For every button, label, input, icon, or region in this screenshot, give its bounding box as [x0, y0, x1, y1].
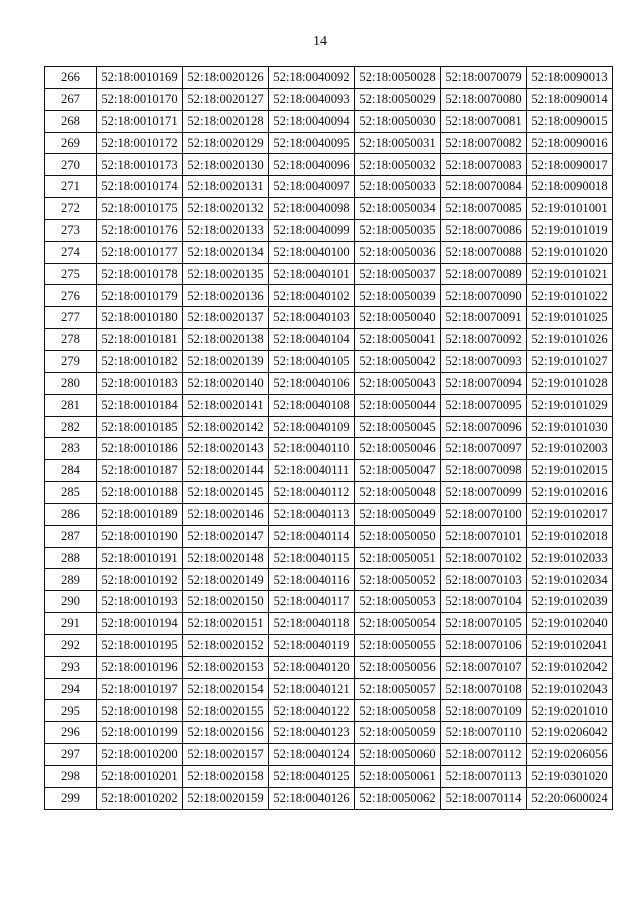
- table-row: [45, 198, 613, 220]
- cadastral-number-cell: 52:18:0020126: [183, 67, 269, 89]
- cadastral-number-cell: 52:18:0050045: [355, 416, 441, 438]
- cadastral-number-cell: 52:18:0070105: [441, 613, 527, 635]
- table-row: [45, 460, 613, 482]
- cadastral-number-cell: 52:18:0040094: [269, 110, 355, 132]
- cadastral-number-cell: 52:18:0020142: [183, 416, 269, 438]
- cadastral-number-cell: 52:18:0070094: [441, 372, 527, 394]
- cadastral-number-cell: 52:18:0040113: [269, 503, 355, 525]
- cadastral-number-cell: 52:18:0040108: [269, 394, 355, 416]
- cadastral-number-cell: 52:18:0050046: [355, 438, 441, 460]
- cadastral-number-cell: 52:18:0050029: [355, 88, 441, 110]
- cadastral-number-cell: 52:18:0010189: [97, 503, 183, 525]
- cadastral-number-cell: 52:18:0020144: [183, 460, 269, 482]
- cadastral-number-cell: 52:18:0040092: [269, 67, 355, 89]
- cadastral-number-cell: 52:18:0020127: [183, 88, 269, 110]
- cadastral-number-cell: 52:19:0102018: [527, 525, 613, 547]
- row-number-cell: 268: [45, 110, 97, 132]
- cadastral-number-cell: 52:18:0070083: [441, 154, 527, 176]
- cadastral-number-cell: 52:18:0050035: [355, 219, 441, 241]
- cadastral-number-cell: 52:18:0070090: [441, 285, 527, 307]
- cadastral-number-cell: 52:18:0070099: [441, 482, 527, 504]
- table-row: [45, 482, 613, 504]
- cadastral-number-cell: 52:18:0020155: [183, 700, 269, 722]
- cadastral-number-cell: 52:18:0070112: [441, 744, 527, 766]
- cadastral-number-cell: 52:18:0050058: [355, 700, 441, 722]
- cadastral-number-cell: 52:18:0020141: [183, 394, 269, 416]
- cadastral-number-cell: 52:19:0101029: [527, 394, 613, 416]
- table-row: [45, 241, 613, 263]
- table-row: [45, 591, 613, 613]
- cadastral-number-cell: 52:18:0070096: [441, 416, 527, 438]
- cadastral-number-cell: 52:18:0020152: [183, 634, 269, 656]
- cadastral-number-cell: 52:18:0040114: [269, 525, 355, 547]
- cadastral-number-cell: 52:18:0010178: [97, 263, 183, 285]
- row-number-cell: 275: [45, 263, 97, 285]
- cadastral-number-cell: 52:18:0010175: [97, 198, 183, 220]
- cadastral-number-cell: 52:18:0070092: [441, 329, 527, 351]
- cadastral-number-cell: 52:18:0040116: [269, 569, 355, 591]
- cadastral-number-cell: 52:18:0050060: [355, 744, 441, 766]
- cadastral-number-cell: 52:19:0206042: [527, 722, 613, 744]
- cadastral-number-cell: 52:18:0070088: [441, 241, 527, 263]
- cadastral-number-cell: 52:18:0070104: [441, 591, 527, 613]
- cadastral-number-cell: 52:18:0040117: [269, 591, 355, 613]
- cadastral-number-cell: 52:18:0050056: [355, 656, 441, 678]
- cadastral-number-cell: 52:18:0020146: [183, 503, 269, 525]
- cadastral-number-cell: 52:19:0102003: [527, 438, 613, 460]
- table-row: [45, 656, 613, 678]
- cadastral-number-cell: 52:18:0020151: [183, 613, 269, 635]
- cadastral-number-cell: 52:20:0600024: [527, 787, 613, 809]
- row-number-cell: 269: [45, 132, 97, 154]
- table-row: [45, 678, 613, 700]
- cadastral-number-cell: 52:18:0050049: [355, 503, 441, 525]
- cadastral-number-cell: 52:18:0070106: [441, 634, 527, 656]
- table-row: [45, 307, 613, 329]
- cadastral-number-cell: 52:18:0040122: [269, 700, 355, 722]
- table-row: [45, 219, 613, 241]
- cadastral-number-cell: 52:18:0020159: [183, 787, 269, 809]
- cadastral-number-cell: 52:19:0101019: [527, 219, 613, 241]
- cadastral-number-cell: 52:18:0050051: [355, 547, 441, 569]
- cadastral-number-cell: 52:18:0020136: [183, 285, 269, 307]
- cadastral-number-cell: 52:18:0010197: [97, 678, 183, 700]
- row-number-cell: 277: [45, 307, 97, 329]
- table-row: [45, 176, 613, 198]
- cadastral-number-cell: 52:18:0020138: [183, 329, 269, 351]
- table-row: [45, 722, 613, 744]
- cadastral-number-cell: 52:18:0090014: [527, 88, 613, 110]
- cadastral-number-cell: 52:18:0040098: [269, 198, 355, 220]
- row-number-cell: 289: [45, 569, 97, 591]
- cadastral-number-cell: 52:18:0070084: [441, 176, 527, 198]
- cadastral-number-cell: 52:18:0020153: [183, 656, 269, 678]
- cadastral-number-cell: 52:18:0020143: [183, 438, 269, 460]
- cadastral-number-cell: 52:18:0020132: [183, 198, 269, 220]
- table-row: [45, 285, 613, 307]
- cadastral-number-cell: 52:19:0201010: [527, 700, 613, 722]
- cadastral-number-cell: 52:18:0070095: [441, 394, 527, 416]
- table-row: [45, 350, 613, 372]
- cadastral-number-cell: 52:18:0050028: [355, 67, 441, 89]
- row-number-cell: 272: [45, 198, 97, 220]
- table-row: [45, 132, 613, 154]
- cadastral-number-cell: 52:18:0070113: [441, 766, 527, 788]
- cadastral-number-cell: 52:18:0020137: [183, 307, 269, 329]
- cadastral-number-cell: 52:18:0050036: [355, 241, 441, 263]
- cadastral-table-container: [44, 66, 612, 810]
- cadastral-number-cell: 52:18:0010198: [97, 700, 183, 722]
- cadastral-number-cell: 52:18:0070100: [441, 503, 527, 525]
- row-number-cell: 283: [45, 438, 97, 460]
- cadastral-number-cell: 52:18:0010190: [97, 525, 183, 547]
- cadastral-number-cell: 52:18:0050050: [355, 525, 441, 547]
- cadastral-number-cell: 52:18:0010200: [97, 744, 183, 766]
- table-row: [45, 438, 613, 460]
- cadastral-number-cell: 52:18:0010193: [97, 591, 183, 613]
- cadastral-number-cell: 52:18:0040095: [269, 132, 355, 154]
- cadastral-number-cell: 52:18:0040093: [269, 88, 355, 110]
- cadastral-number-cell: 52:18:0020135: [183, 263, 269, 285]
- cadastral-number-cell: 52:18:0050034: [355, 198, 441, 220]
- row-number-cell: 288: [45, 547, 97, 569]
- table-row: [45, 88, 613, 110]
- cadastral-number-cell: 52:18:0040110: [269, 438, 355, 460]
- cadastral-number-cell: 52:18:0010183: [97, 372, 183, 394]
- row-number-cell: 293: [45, 656, 97, 678]
- cadastral-number-cell: 52:18:0070093: [441, 350, 527, 372]
- cadastral-number-cell: 52:18:0040124: [269, 744, 355, 766]
- table-row: [45, 569, 613, 591]
- table-row: [45, 263, 613, 285]
- table-row: [45, 744, 613, 766]
- cadastral-number-cell: 52:18:0010169: [97, 67, 183, 89]
- table-row: [45, 613, 613, 635]
- cadastral-number-cell: 52:19:0301020: [527, 766, 613, 788]
- row-number-cell: 297: [45, 744, 97, 766]
- cadastral-number-cell: 52:18:0010201: [97, 766, 183, 788]
- cadastral-number-cell: 52:18:0040121: [269, 678, 355, 700]
- cadastral-number-cell: 52:18:0010181: [97, 329, 183, 351]
- cadastral-number-cell: 52:18:0050044: [355, 394, 441, 416]
- row-number-cell: 290: [45, 591, 97, 613]
- table-row: [45, 547, 613, 569]
- cadastral-number-cell: 52:18:0020139: [183, 350, 269, 372]
- cadastral-number-cell: 52:18:0070089: [441, 263, 527, 285]
- cadastral-number-cell: 52:18:0010184: [97, 394, 183, 416]
- row-number-cell: 284: [45, 460, 97, 482]
- cadastral-number-cell: 52:18:0050062: [355, 787, 441, 809]
- cadastral-number-cell: 52:18:0050032: [355, 154, 441, 176]
- row-number-cell: 291: [45, 613, 97, 635]
- cadastral-number-cell: 52:18:0040104: [269, 329, 355, 351]
- cadastral-number-cell: 52:18:0070086: [441, 219, 527, 241]
- cadastral-number-cell: 52:18:0050059: [355, 722, 441, 744]
- cadastral-number-cell: 52:19:0102017: [527, 503, 613, 525]
- cadastral-number-cell: 52:18:0050040: [355, 307, 441, 329]
- cadastral-numbers-table: [44, 66, 613, 810]
- row-number-cell: 279: [45, 350, 97, 372]
- cadastral-number-cell: 52:18:0020150: [183, 591, 269, 613]
- table-row: [45, 110, 613, 132]
- cadastral-number-cell: 52:19:0102040: [527, 613, 613, 635]
- table-row: [45, 700, 613, 722]
- cadastral-number-cell: 52:18:0050031: [355, 132, 441, 154]
- cadastral-number-cell: 52:18:0010187: [97, 460, 183, 482]
- cadastral-number-cell: 52:19:0101001: [527, 198, 613, 220]
- cadastral-number-cell: 52:18:0040125: [269, 766, 355, 788]
- cadastral-number-cell: 52:18:0010182: [97, 350, 183, 372]
- cadastral-number-cell: 52:19:0101020: [527, 241, 613, 263]
- cadastral-number-cell: 52:18:0010173: [97, 154, 183, 176]
- cadastral-number-cell: 52:18:0070103: [441, 569, 527, 591]
- row-number-cell: 278: [45, 329, 97, 351]
- table-body: [45, 67, 613, 810]
- row-number-cell: 286: [45, 503, 97, 525]
- cadastral-number-cell: 52:18:0010171: [97, 110, 183, 132]
- cadastral-number-cell: 52:18:0090017: [527, 154, 613, 176]
- cadastral-number-cell: 52:19:0102039: [527, 591, 613, 613]
- cadastral-number-cell: 52:18:0050053: [355, 591, 441, 613]
- cadastral-number-cell: 52:19:0102034: [527, 569, 613, 591]
- cadastral-number-cell: 52:18:0090016: [527, 132, 613, 154]
- cadastral-number-cell: 52:18:0020133: [183, 219, 269, 241]
- cadastral-number-cell: 52:18:0050037: [355, 263, 441, 285]
- cadastral-number-cell: 52:19:0101026: [527, 329, 613, 351]
- cadastral-number-cell: 52:18:0010196: [97, 656, 183, 678]
- table-row: [45, 416, 613, 438]
- cadastral-number-cell: 52:18:0040111: [269, 460, 355, 482]
- cadastral-number-cell: 52:18:0010186: [97, 438, 183, 460]
- table-row: [45, 787, 613, 809]
- row-number-cell: 296: [45, 722, 97, 744]
- cadastral-number-cell: 52:18:0020158: [183, 766, 269, 788]
- row-number-cell: 267: [45, 88, 97, 110]
- cadastral-number-cell: 52:19:0101027: [527, 350, 613, 372]
- row-number-cell: 281: [45, 394, 97, 416]
- cadastral-number-cell: 52:18:0040099: [269, 219, 355, 241]
- cadastral-number-cell: 52:18:0010202: [97, 787, 183, 809]
- cadastral-number-cell: 52:18:0050030: [355, 110, 441, 132]
- cadastral-number-cell: 52:18:0010176: [97, 219, 183, 241]
- cadastral-number-cell: 52:18:0070101: [441, 525, 527, 547]
- cadastral-number-cell: 52:18:0040123: [269, 722, 355, 744]
- cadastral-number-cell: 52:18:0090013: [527, 67, 613, 89]
- cadastral-number-cell: 52:18:0020145: [183, 482, 269, 504]
- table-row: [45, 634, 613, 656]
- row-number-cell: 287: [45, 525, 97, 547]
- cadastral-number-cell: 52:18:0070107: [441, 656, 527, 678]
- cadastral-number-cell: 52:19:0101021: [527, 263, 613, 285]
- cadastral-number-cell: 52:18:0010179: [97, 285, 183, 307]
- row-number-cell: 298: [45, 766, 97, 788]
- cadastral-number-cell: 52:18:0050043: [355, 372, 441, 394]
- cadastral-number-cell: 52:18:0020128: [183, 110, 269, 132]
- cadastral-number-cell: 52:18:0010195: [97, 634, 183, 656]
- row-number-cell: 285: [45, 482, 97, 504]
- cadastral-number-cell: 52:18:0010192: [97, 569, 183, 591]
- cadastral-number-cell: 52:18:0020134: [183, 241, 269, 263]
- cadastral-number-cell: 52:18:0020154: [183, 678, 269, 700]
- cadastral-number-cell: 52:18:0040112: [269, 482, 355, 504]
- cadastral-number-cell: 52:18:0050054: [355, 613, 441, 635]
- cadastral-number-cell: 52:18:0010185: [97, 416, 183, 438]
- cadastral-number-cell: 52:18:0020148: [183, 547, 269, 569]
- row-number-cell: 276: [45, 285, 97, 307]
- cadastral-number-cell: 52:19:0101028: [527, 372, 613, 394]
- table-row: [45, 67, 613, 89]
- cadastral-number-cell: 52:18:0040119: [269, 634, 355, 656]
- row-number-cell: 282: [45, 416, 97, 438]
- cadastral-number-cell: 52:18:0010174: [97, 176, 183, 198]
- cadastral-number-cell: 52:18:0040109: [269, 416, 355, 438]
- cadastral-number-cell: 52:18:0010172: [97, 132, 183, 154]
- cadastral-number-cell: 52:18:0010188: [97, 482, 183, 504]
- cadastral-number-cell: 52:18:0020157: [183, 744, 269, 766]
- table-row: [45, 372, 613, 394]
- table-row: [45, 503, 613, 525]
- cadastral-number-cell: 52:18:0050061: [355, 766, 441, 788]
- row-number-cell: 295: [45, 700, 97, 722]
- cadastral-number-cell: 52:19:0102042: [527, 656, 613, 678]
- cadastral-number-cell: 52:18:0070085: [441, 198, 527, 220]
- cadastral-number-cell: 52:18:0040100: [269, 241, 355, 263]
- cadastral-number-cell: 52:19:0102016: [527, 482, 613, 504]
- table-row: [45, 329, 613, 351]
- row-number-cell: 294: [45, 678, 97, 700]
- cadastral-number-cell: 52:18:0020130: [183, 154, 269, 176]
- cadastral-number-cell: 52:18:0050047: [355, 460, 441, 482]
- cadastral-number-cell: 52:18:0040105: [269, 350, 355, 372]
- cadastral-number-cell: 52:19:0101022: [527, 285, 613, 307]
- cadastral-number-cell: 52:19:0206056: [527, 744, 613, 766]
- cadastral-number-cell: 52:18:0070082: [441, 132, 527, 154]
- cadastral-number-cell: 52:18:0070108: [441, 678, 527, 700]
- cadastral-number-cell: 52:19:0101030: [527, 416, 613, 438]
- cadastral-number-cell: 52:18:0070097: [441, 438, 527, 460]
- cadastral-number-cell: 52:18:0040115: [269, 547, 355, 569]
- row-number-cell: 273: [45, 219, 97, 241]
- row-number-cell: 274: [45, 241, 97, 263]
- row-number-cell: 292: [45, 634, 97, 656]
- cadastral-number-cell: 52:18:0090015: [527, 110, 613, 132]
- table-row: [45, 525, 613, 547]
- cadastral-number-cell: 52:18:0050052: [355, 569, 441, 591]
- cadastral-number-cell: 52:18:0050042: [355, 350, 441, 372]
- page-number: 14: [313, 34, 327, 49]
- cadastral-number-cell: 52:18:0040102: [269, 285, 355, 307]
- cadastral-number-cell: 52:18:0010170: [97, 88, 183, 110]
- cadastral-number-cell: 52:18:0070102: [441, 547, 527, 569]
- row-number-cell: 280: [45, 372, 97, 394]
- row-number-cell: 266: [45, 67, 97, 89]
- cadastral-number-cell: 52:19:0102043: [527, 678, 613, 700]
- cadastral-number-cell: 52:18:0070081: [441, 110, 527, 132]
- cadastral-number-cell: 52:18:0020147: [183, 525, 269, 547]
- cadastral-number-cell: 52:18:0070079: [441, 67, 527, 89]
- cadastral-number-cell: 52:18:0050057: [355, 678, 441, 700]
- cadastral-number-cell: 52:19:0101025: [527, 307, 613, 329]
- cadastral-number-cell: 52:18:0020149: [183, 569, 269, 591]
- cadastral-number-cell: 52:18:0020129: [183, 132, 269, 154]
- cadastral-number-cell: 52:18:0070110: [441, 722, 527, 744]
- cadastral-number-cell: 52:19:0102033: [527, 547, 613, 569]
- cadastral-number-cell: 52:18:0070098: [441, 460, 527, 482]
- cadastral-number-cell: 52:18:0040096: [269, 154, 355, 176]
- cadastral-number-cell: 52:18:0040120: [269, 656, 355, 678]
- cadastral-number-cell: 52:18:0040118: [269, 613, 355, 635]
- row-number-cell: 271: [45, 176, 97, 198]
- cadastral-number-cell: 52:18:0050055: [355, 634, 441, 656]
- cadastral-number-cell: 52:18:0070091: [441, 307, 527, 329]
- cadastral-number-cell: 52:18:0010191: [97, 547, 183, 569]
- cadastral-number-cell: 52:19:0102041: [527, 634, 613, 656]
- cadastral-number-cell: 52:18:0040101: [269, 263, 355, 285]
- cadastral-number-cell: 52:18:0070109: [441, 700, 527, 722]
- cadastral-number-cell: 52:18:0010194: [97, 613, 183, 635]
- cadastral-number-cell: 52:18:0070114: [441, 787, 527, 809]
- cadastral-number-cell: 52:18:0070080: [441, 88, 527, 110]
- cadastral-number-cell: 52:18:0040097: [269, 176, 355, 198]
- cadastral-number-cell: 52:18:0010177: [97, 241, 183, 263]
- cadastral-number-cell: 52:19:0102015: [527, 460, 613, 482]
- cadastral-number-cell: 52:18:0040103: [269, 307, 355, 329]
- table-row: [45, 394, 613, 416]
- cadastral-number-cell: 52:18:0040126: [269, 787, 355, 809]
- cadastral-number-cell: 52:18:0090018: [527, 176, 613, 198]
- cadastral-number-cell: 52:18:0040106: [269, 372, 355, 394]
- row-number-cell: 299: [45, 787, 97, 809]
- cadastral-number-cell: 52:18:0020131: [183, 176, 269, 198]
- cadastral-number-cell: 52:18:0050039: [355, 285, 441, 307]
- cadastral-number-cell: 52:18:0010199: [97, 722, 183, 744]
- table-row: [45, 154, 613, 176]
- cadastral-number-cell: 52:18:0050048: [355, 482, 441, 504]
- cadastral-number-cell: 52:18:0020140: [183, 372, 269, 394]
- row-number-cell: 270: [45, 154, 97, 176]
- cadastral-number-cell: 52:18:0020156: [183, 722, 269, 744]
- cadastral-number-cell: 52:18:0010180: [97, 307, 183, 329]
- cadastral-number-cell: 52:18:0050033: [355, 176, 441, 198]
- cadastral-number-cell: 52:18:0050041: [355, 329, 441, 351]
- table-row: [45, 766, 613, 788]
